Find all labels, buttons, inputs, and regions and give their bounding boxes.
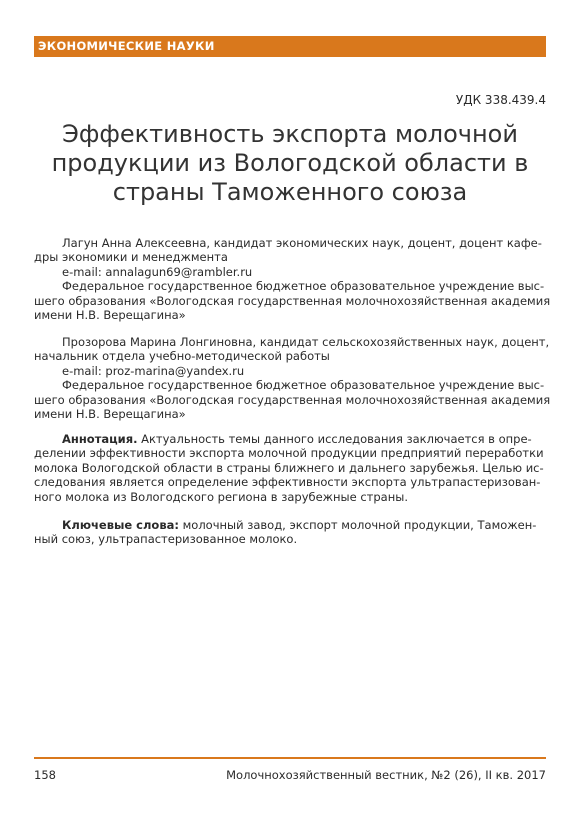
keywords-line: ный союз, ультрапастеризованное молоко. [34, 532, 298, 547]
journal-citation: Молочнохозяйственный вестник, №2 (26), II кв. 2017 [226, 768, 546, 782]
author-2-line: Федеральное государственное бюджетное образовательное учреждение выс- [62, 378, 545, 393]
keywords-text: молочный завод, экспорт молочной продукции, Таможен- [178, 518, 537, 532]
author-2-line: шего образования «Вологодская государственная молочнохозяйственная академия [34, 392, 551, 407]
author-1-email: e-mail: annalagun69@rambler.ru [62, 264, 253, 279]
article-title [34, 120, 546, 207]
abstract-line: молока Вологодской области в страны ближнего и дальнего зарубежья. Целью ис- [34, 460, 544, 475]
keywords-first-line [34, 518, 546, 532]
keywords-label: Ключевые слова: [62, 518, 179, 532]
author-2-line: имени Н.В. Верещагина» [34, 407, 186, 422]
section-title: ЭКОНОМИЧЕСКИЕ НАУКИ [38, 39, 215, 53]
udc-code: УДК 338.439.4 [455, 93, 546, 107]
author-1-line: дры экономики и менеджмента [34, 250, 228, 265]
footer-rule [34, 757, 546, 759]
abstract-line: делении эффективности экспорта молочной продукции предприятий переработки [34, 446, 544, 461]
title-line: Эффективность экспорта молочной [62, 120, 518, 148]
title-line: страны Таможенного союза [112, 178, 468, 206]
abstract-block [34, 432, 546, 504]
author-1-line: Федеральное государственное бюджетное образовательное учреждение выс- [62, 279, 545, 294]
abstract-line: следования является определение эффективности экспорта ультрапастеризован- [34, 475, 541, 490]
author-2-line: Прозорова Марина Лонгиновна, кандидат сельскохозяйственных наук, доцент, [62, 335, 550, 349]
keywords-block [34, 518, 546, 547]
abstract-text: Актуальность темы данного исследования заключается в опре- [137, 432, 532, 446]
author-1-line: Лагун Анна Алексеевна, кандидат экономических наук, доцент, доцент кафе- [62, 236, 542, 250]
abstract-first-line [34, 432, 546, 446]
author-1-line: имени Н.В. Верещагина» [34, 308, 186, 323]
author-2-line: начальник отдела учебно-методической работы [34, 349, 330, 364]
title-line: продукции из Вологодской области в [51, 149, 529, 177]
abstract-label: Аннотация. [62, 432, 138, 446]
section-header-bar [34, 36, 546, 57]
author-block-1 [34, 236, 551, 323]
author-1-line: шего образования «Вологодская государственная молочнохозяйственная академия [34, 293, 551, 308]
author-block-2 [34, 335, 551, 422]
page-number: 158 [34, 768, 56, 782]
abstract-line: ного молока из Вологодского региона в зарубежные страны. [34, 489, 408, 504]
author-2-email: e-mail: proz-marina@yandex.ru [62, 363, 245, 378]
